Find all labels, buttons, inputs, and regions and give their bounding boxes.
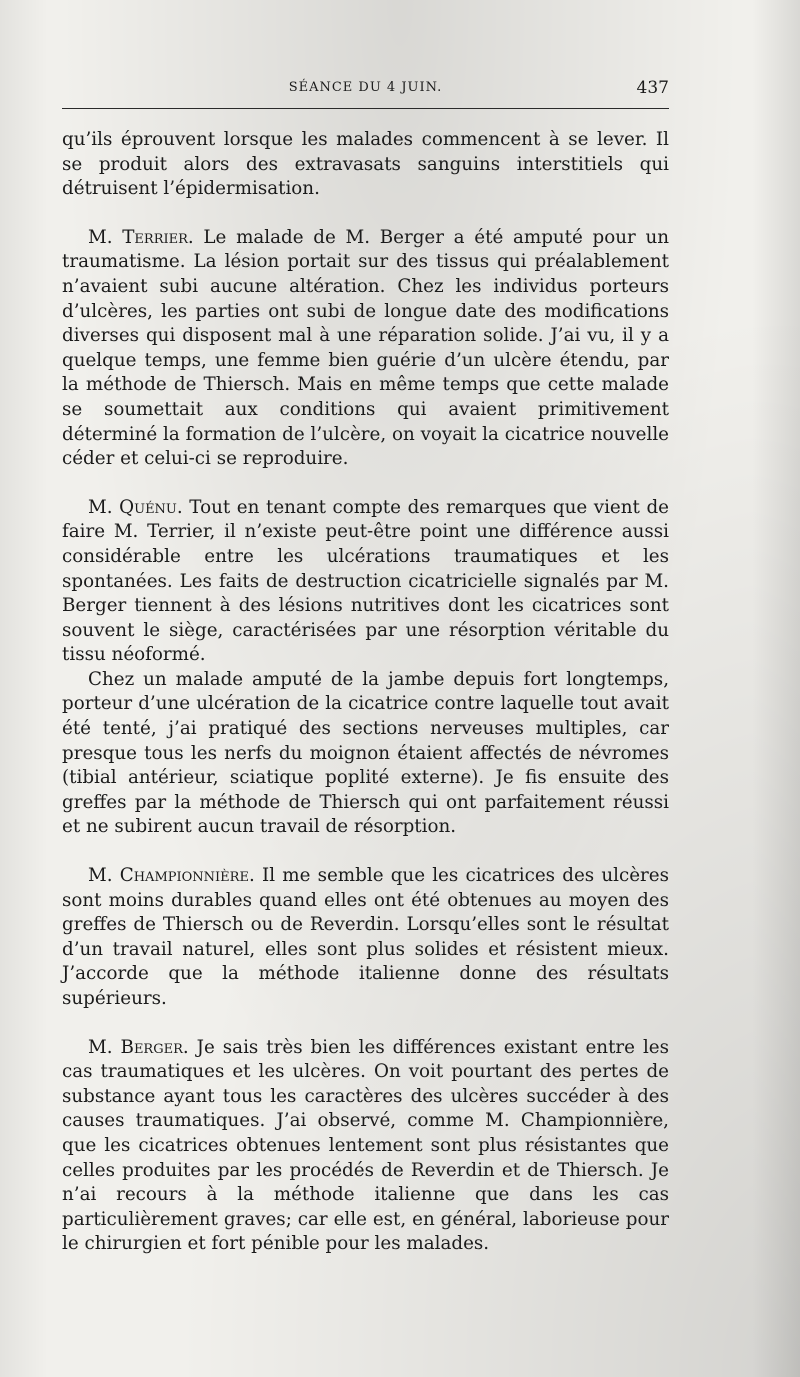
paragraph-quenu — [62, 496, 669, 668]
paragraph-text: Le malade de M. Berger a été amputé pour un traumatisme. La lésion portait sur des tissus qui préalablement n’avaient subi aucune altération. Chez les individus porteurs d’ulcères, les parties ont subi de longue date des modifications diverses qui disposent mal à une réparation solide. J’ai vu, il y a quelque temps, une femme bien guérie d’un ulcère étendu, par la méthode de Thiersch. Mais en même temps que cette malade se soumettait aux conditions qui avaient primitivement déterminé la formation de l’ulcère, on voyait la cicatrice nouvelle céder et celui-ci se reproduire. — [62, 226, 669, 470]
body-text — [62, 128, 669, 1257]
page-header — [62, 78, 669, 109]
paragraph-text: Tout en tenant compte des remarques que vient de faire M. Terrier, il n’existe peut-être point une différence aussi considérable entre les ulcérations traumatiques et les spontanées. Les faits de destruction cicatricielle signalés par M. Berger tiennent à des lésions nutritives dont les cicatrices sont souvent le siège, caractérisées par une résorption véritable du tissu néoformé. — [62, 496, 669, 666]
paragraph-berger — [62, 1036, 669, 1257]
paragraph-text: Chez un malade amputé de la jambe depuis fort longtemps, porteur d’une ulcération de la cicatrice contre laquelle tout avait été tenté, j’ai pratiqué des sections nerveuses multiples, car presque tous les nerfs du moignon étaient affectés de névromes (tibial antérieur, sciatique poplité externe). Je fis ensuite des greffes par la méthode de Thiersch qui ont parfaitement réussi et ne subirent aucun travail de résorption. — [62, 668, 669, 838]
paragraph-text: Il me semble que les cicatrices des ulcères sont moins durables quand elles ont été obtenues au moyen des greffes de Thiersch ou de Reverdin. Lorsqu’elles sont le résultat d’un travail naturel, elles sont plus solides et résistent mieux. J’accorde que la méthode italienne donne des résultats supérieurs. — [62, 865, 669, 1009]
speaker-name: M. Terrier. — [88, 226, 194, 248]
speaker-name: M. Berger. — [88, 1036, 189, 1058]
paragraph-terrier — [62, 226, 669, 472]
paragraph-quenu-continued — [62, 668, 669, 840]
speaker-name: M. Quénu. — [88, 496, 183, 518]
paragraph-continuation — [62, 128, 669, 202]
running-head: SÉANCE DU 4 JUIN. — [288, 80, 443, 95]
paragraph-championniere — [62, 864, 669, 1012]
speaker-name: M. Championnière. — [88, 865, 255, 887]
page-number: 437 — [636, 78, 669, 98]
paragraph-text: qu’ils éprouvent lorsque les malades commencent à se lever. Il se produit alors des extravasats sanguins interstitiels qui détruisent l’épidermisation. — [62, 129, 669, 200]
paragraph-text: Je sais très bien les différences existant entre les cas traumatiques et les ulcères. On voit pourtant des pertes de substance ayant tous les caractères des ulcères succéder à des causes traumatiques. J’ai observé, comme M. Championnière, que les cicatrices obtenues lentement sont plus résistantes que celles produites par les procédés de Reverdin et de Thiersch. Je n’ai recours à la méthode italienne que dans les cas particulièrement graves; car elle est, en général, laborieuse pour le chirurgien et fort pénible pour les malades. — [62, 1036, 670, 1255]
